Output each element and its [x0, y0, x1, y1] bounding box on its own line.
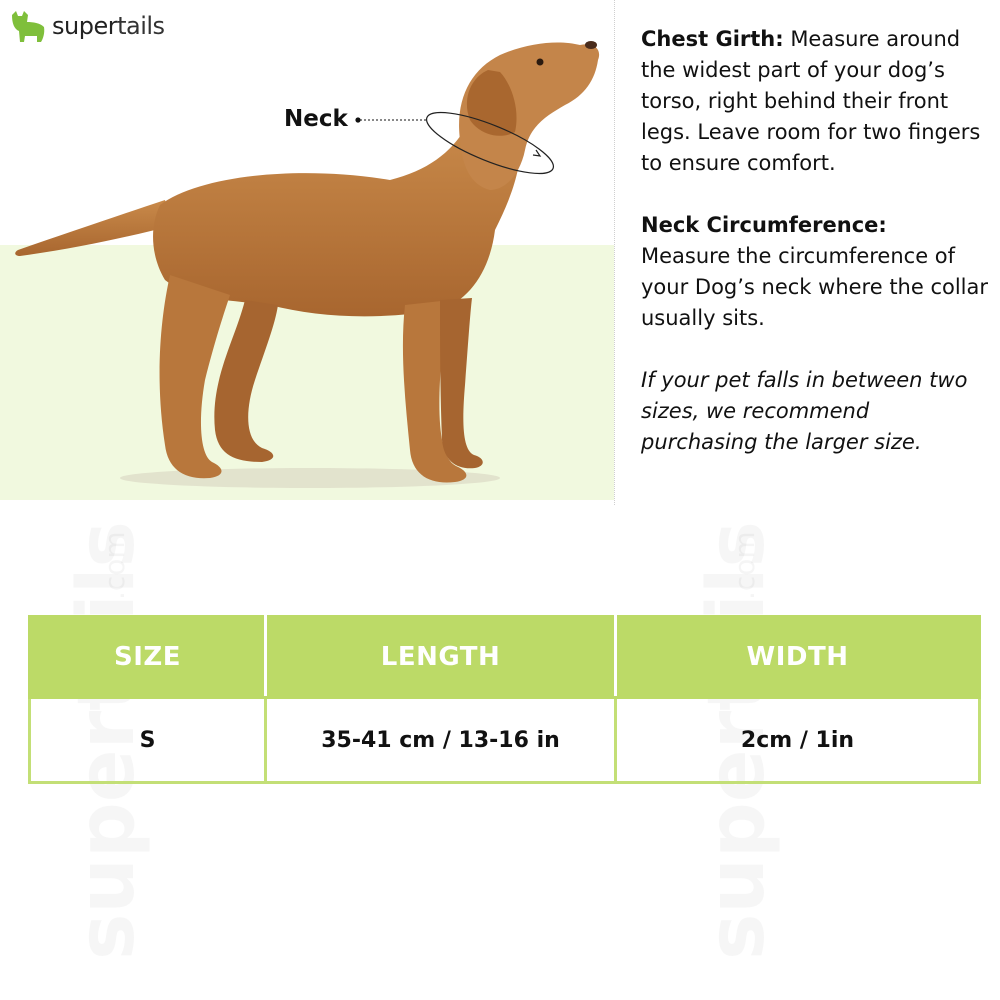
header-width: WIDTH: [616, 617, 980, 698]
dog-measurement-figure: [0, 0, 614, 500]
neck-circumference-title: Neck Circumference:: [641, 213, 887, 237]
chest-girth-text: Measure around the widest part of your dog’s torso, right behind their front legs. Leave room for two fingers to ensure comfort.: [641, 27, 981, 175]
brand-wordmark-part2: tails: [117, 12, 165, 40]
neck-circumference-text: Measure the circumference of your Dog’s neck where the collar usually sits.: [641, 244, 989, 330]
dog-logo-icon: [8, 9, 48, 43]
cell-width: 2cm / 1in: [616, 698, 980, 783]
neck-circumference-paragraph: [641, 210, 991, 334]
watermark-right-domain: [728, 531, 761, 600]
dog-illustration: [0, 0, 614, 500]
chest-girth-paragraph: [641, 24, 991, 179]
watermark-left-domain: [98, 531, 131, 600]
section-divider: [614, 0, 615, 505]
brand-wordmark: [52, 14, 165, 38]
header-size: SIZE: [30, 617, 266, 698]
table-header-row: [30, 617, 980, 698]
cell-length: 35-41 cm / 13-16 in: [266, 698, 616, 783]
brand-logo: [8, 6, 165, 46]
measurement-instructions: [641, 24, 991, 458]
chest-girth-title: Chest Girth:: [641, 27, 784, 51]
table-row: [30, 698, 980, 783]
cell-size: S: [30, 698, 266, 783]
size-chart-table: [28, 615, 981, 784]
size-recommendation-note: If your pet falls in between two sizes, we recommend purchasing the larger size.: [641, 368, 968, 454]
brand-wordmark-part1: super: [52, 12, 118, 40]
header-length: LENGTH: [266, 617, 616, 698]
neck-label: Neck: [284, 106, 348, 132]
